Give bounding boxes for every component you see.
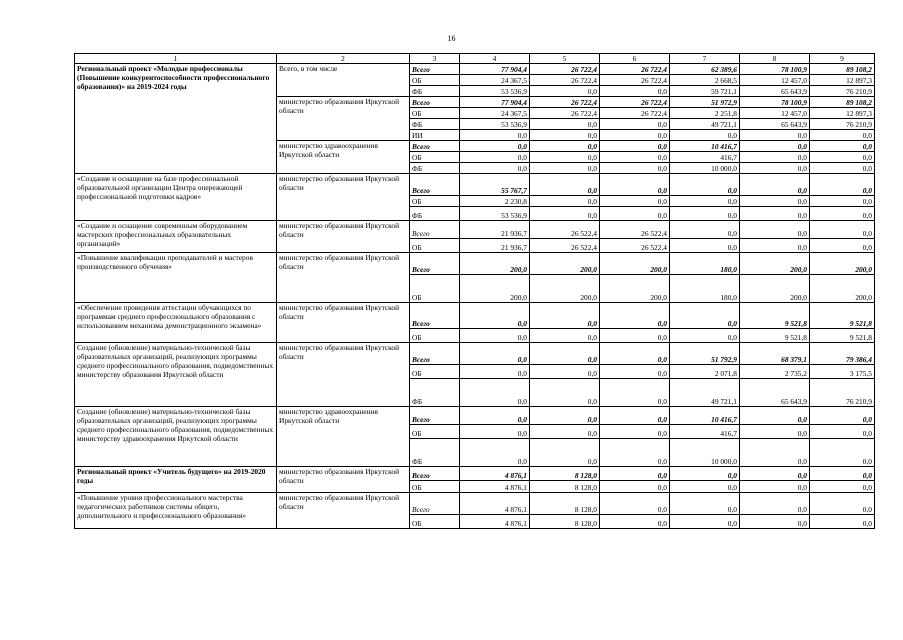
amount-cell: 0,0 xyxy=(740,174,810,196)
amount-cell: 26 722,4 xyxy=(530,97,600,108)
amount-cell: 0,0 xyxy=(670,303,740,329)
amount-cell: 2 251,8 xyxy=(670,108,740,119)
amount-cell: 59 721,1 xyxy=(670,86,740,97)
funding-source-cell: ФБ xyxy=(410,439,460,467)
funding-source-cell: ОБ xyxy=(410,75,460,86)
amount-cell: 0,0 xyxy=(600,174,670,196)
funding-source-cell: Всего xyxy=(410,467,460,481)
funding-source-cell: ОБ xyxy=(410,481,460,493)
amount-cell: 4 876,1 xyxy=(460,493,530,515)
amount-cell: 0,0 xyxy=(460,303,530,329)
amount-cell: 0,0 xyxy=(810,467,875,481)
amount-cell: 0,0 xyxy=(460,407,530,425)
amount-cell: 0,0 xyxy=(810,141,875,152)
amount-cell: 26 722,4 xyxy=(530,108,600,119)
amount-cell: 180,0 xyxy=(670,275,740,303)
amount-cell: 0,0 xyxy=(600,467,670,481)
executor-cell: министерство образования Иркутской области xyxy=(277,303,410,343)
amount-cell: 0,0 xyxy=(460,329,530,343)
amount-cell: 0,0 xyxy=(740,515,810,529)
table-row xyxy=(75,253,875,275)
amount-cell: 0,0 xyxy=(460,365,530,379)
amount-cell: 200,0 xyxy=(460,275,530,303)
amount-cell: 10 000,0 xyxy=(670,163,740,174)
amount-cell: 0,0 xyxy=(600,207,670,221)
amount-cell: 0,0 xyxy=(810,163,875,174)
amount-cell: 76 210,9 xyxy=(810,86,875,97)
amount-cell: 416,7 xyxy=(670,152,740,163)
funding-source-cell: ФБ xyxy=(410,379,460,407)
project-name-cell: Региональный проект «Молодые профессионалы (Повышение конкурентоспособности профессионального образования)» на 2019-2024 годы xyxy=(75,64,277,174)
amount-cell: 0,0 xyxy=(600,163,670,174)
amount-cell: 0,0 xyxy=(530,329,600,343)
amount-cell: 0,0 xyxy=(530,439,600,467)
amount-cell: 0,0 xyxy=(740,152,810,163)
table-body xyxy=(75,64,875,529)
table-row xyxy=(75,174,875,196)
amount-cell: 0,0 xyxy=(670,196,740,207)
amount-cell: 0,0 xyxy=(460,379,530,407)
amount-cell: 0,0 xyxy=(740,207,810,221)
amount-cell: 62 389,6 xyxy=(670,64,740,75)
amount-cell: 8 128,0 xyxy=(530,481,600,493)
table-row xyxy=(75,64,875,75)
amount-cell: 0,0 xyxy=(600,152,670,163)
column-number-cell: 1 xyxy=(75,54,277,64)
amount-cell: 0,0 xyxy=(670,329,740,343)
amount-cell: 4 876,1 xyxy=(460,515,530,529)
amount-cell: 0,0 xyxy=(530,379,600,407)
amount-cell: 0,0 xyxy=(530,425,600,439)
amount-cell: 0,0 xyxy=(530,119,600,130)
amount-cell: 0,0 xyxy=(600,379,670,407)
amount-cell: 0,0 xyxy=(460,163,530,174)
amount-cell: 0,0 xyxy=(810,407,875,425)
amount-cell: 3 175,5 xyxy=(810,365,875,379)
amount-cell: 89 108,2 xyxy=(810,64,875,75)
amount-cell: 26 722,4 xyxy=(600,64,670,75)
amount-cell: 2 735,2 xyxy=(740,365,810,379)
amount-cell: 51 792,9 xyxy=(670,343,740,365)
executor-cell: министерство образования Иркутской области xyxy=(277,343,410,407)
amount-cell: 0,0 xyxy=(460,439,530,467)
project-name-cell: «Обеспечение проведения аттестации обучающихся по программам среднего профессионального образования с использованием механизма демонстрационного экзамена» xyxy=(75,303,277,343)
amount-cell: 0,0 xyxy=(600,407,670,425)
funding-source-cell: ОБ xyxy=(410,329,460,343)
amount-cell: 12 457,0 xyxy=(740,108,810,119)
amount-cell: 49 721,1 xyxy=(670,119,740,130)
amount-cell: 0,0 xyxy=(530,196,600,207)
amount-cell: 9 521,8 xyxy=(810,329,875,343)
project-name-cell: Создание (обновление) материально-технической базы образовательных организаций, реализующих программы среднего профессионального образования, подведомственных министерству здравоохранения Иркутской области xyxy=(75,407,277,467)
amount-cell: 0,0 xyxy=(810,221,875,239)
amount-cell: 26 722,4 xyxy=(530,75,600,86)
amount-cell: 9 521,8 xyxy=(740,303,810,329)
project-name-cell: Создание (обновление) материально-технической базы образовательных организаций, реализующих программы среднего профессионального образования, подведомственных министерству образования Иркутской области xyxy=(75,343,277,407)
amount-cell: 10 416,7 xyxy=(670,141,740,152)
amount-cell: 8 128,0 xyxy=(530,493,600,515)
amount-cell: 55 767,7 xyxy=(460,174,530,196)
amount-cell: 0,0 xyxy=(600,365,670,379)
funding-source-cell: ФБ xyxy=(410,163,460,174)
amount-cell: 0,0 xyxy=(600,439,670,467)
funding-source-cell: Всего xyxy=(410,253,460,275)
amount-cell: 26 522,4 xyxy=(600,221,670,239)
funding-source-cell: ФБ xyxy=(410,119,460,130)
executor-cell: министерство образования Иркутской области xyxy=(277,493,410,529)
amount-cell: 65 643,9 xyxy=(740,119,810,130)
amount-cell: 200,0 xyxy=(600,275,670,303)
amount-cell: 0,0 xyxy=(740,130,810,141)
amount-cell: 24 367,5 xyxy=(460,75,530,86)
funding-source-cell: ОБ xyxy=(410,425,460,439)
amount-cell: 2 230,8 xyxy=(460,196,530,207)
amount-cell: 51 972,9 xyxy=(670,97,740,108)
amount-cell: 0,0 xyxy=(600,329,670,343)
amount-cell: 0,0 xyxy=(740,425,810,439)
amount-cell: 0,0 xyxy=(530,343,600,365)
amount-cell: 49 721,1 xyxy=(670,379,740,407)
amount-cell: 0,0 xyxy=(810,239,875,253)
column-number-cell: 2 xyxy=(277,54,410,64)
amount-cell: 0,0 xyxy=(460,152,530,163)
amount-cell: 200,0 xyxy=(740,253,810,275)
funding-source-cell: ОБ xyxy=(410,275,460,303)
executor-cell: министерство образования Иркутской области xyxy=(277,97,410,141)
amount-cell: 0,0 xyxy=(530,141,600,152)
amount-cell: 12 457,0 xyxy=(740,75,810,86)
amount-cell: 76 210,9 xyxy=(810,119,875,130)
amount-cell: 0,0 xyxy=(810,130,875,141)
amount-cell: 79 386,4 xyxy=(810,343,875,365)
amount-cell: 0,0 xyxy=(810,481,875,493)
amount-cell: 0,0 xyxy=(600,196,670,207)
amount-cell: 0,0 xyxy=(530,303,600,329)
amount-cell: 53 536,9 xyxy=(460,207,530,221)
amount-cell: 200,0 xyxy=(530,253,600,275)
amount-cell: 0,0 xyxy=(810,174,875,196)
amount-cell: 24 367,5 xyxy=(460,108,530,119)
amount-cell: 77 904,4 xyxy=(460,97,530,108)
amount-cell: 9 521,8 xyxy=(810,303,875,329)
amount-cell: 0,0 xyxy=(600,141,670,152)
executor-cell: министерство образования Иркутской области xyxy=(277,253,410,303)
amount-cell: 0,0 xyxy=(530,163,600,174)
amount-cell: 0,0 xyxy=(740,481,810,493)
amount-cell: 2 668,5 xyxy=(670,75,740,86)
amount-cell: 0,0 xyxy=(810,493,875,515)
amount-cell: 0,0 xyxy=(530,86,600,97)
table-row xyxy=(75,343,875,365)
funding-source-cell: ОБ xyxy=(410,515,460,529)
funding-source-cell: Всего xyxy=(410,141,460,152)
amount-cell: 0,0 xyxy=(460,343,530,365)
funding-source-cell: Всего xyxy=(410,407,460,425)
amount-cell: 0,0 xyxy=(740,467,810,481)
amount-cell: 200,0 xyxy=(810,253,875,275)
amount-cell: 78 100,9 xyxy=(740,64,810,75)
amount-cell: 200,0 xyxy=(530,275,600,303)
amount-cell: 26 722,4 xyxy=(600,108,670,119)
budget-table xyxy=(74,53,875,529)
amount-cell: 0,0 xyxy=(670,207,740,221)
amount-cell: 21 936,7 xyxy=(460,221,530,239)
amount-cell: 0,0 xyxy=(810,515,875,529)
project-name-cell: «Повышение уровня профессионального мастерства педагогических работников системы общего, дополнительного и профессионального образования» xyxy=(75,493,277,529)
funding-source-cell: ОБ xyxy=(410,239,460,253)
amount-cell: 0,0 xyxy=(740,196,810,207)
executor-cell: министерство образования Иркутской области xyxy=(277,221,410,253)
amount-cell: 26 522,4 xyxy=(530,239,600,253)
funding-source-cell: ОБ xyxy=(410,152,460,163)
amount-cell: 53 536,9 xyxy=(460,119,530,130)
amount-cell: 0,0 xyxy=(460,130,530,141)
amount-cell: 0,0 xyxy=(600,425,670,439)
amount-cell: 0,0 xyxy=(810,425,875,439)
funding-source-cell: Всего xyxy=(410,97,460,108)
amount-cell: 0,0 xyxy=(530,407,600,425)
funding-source-cell: ОБ xyxy=(410,108,460,119)
amount-cell: 12 897,3 xyxy=(810,108,875,119)
column-number-cell: 6 xyxy=(600,54,670,64)
executor-cell: Всего, в том числе xyxy=(277,64,410,97)
amount-cell: 10 416,7 xyxy=(670,407,740,425)
project-name-cell: Региональный проект «Учитель будущего» на 2019-2020 годы xyxy=(75,467,277,493)
amount-cell: 68 379,1 xyxy=(740,343,810,365)
amount-cell: 12 897,3 xyxy=(810,75,875,86)
table-row xyxy=(75,493,875,515)
amount-cell: 0,0 xyxy=(670,239,740,253)
amount-cell: 0,0 xyxy=(740,221,810,239)
funding-source-cell: Всего xyxy=(410,174,460,196)
column-number-row xyxy=(75,54,875,64)
amount-cell: 0,0 xyxy=(670,221,740,239)
amount-cell: 0,0 xyxy=(810,207,875,221)
table-row xyxy=(75,407,875,425)
amount-cell: 4 876,1 xyxy=(460,481,530,493)
amount-cell: 26 722,4 xyxy=(600,75,670,86)
amount-cell: 0,0 xyxy=(740,141,810,152)
table-row xyxy=(75,467,875,481)
column-number-cell: 4 xyxy=(460,54,530,64)
amount-cell: 0,0 xyxy=(740,493,810,515)
column-number-cell: 7 xyxy=(670,54,740,64)
amount-cell: 0,0 xyxy=(810,439,875,467)
amount-cell: 78 100,9 xyxy=(740,97,810,108)
executor-cell: министерство образования Иркутской области xyxy=(277,467,410,493)
amount-cell: 0,0 xyxy=(670,174,740,196)
amount-cell: 0,0 xyxy=(600,130,670,141)
amount-cell: 0,0 xyxy=(530,130,600,141)
funding-source-cell: ФБ xyxy=(410,207,460,221)
amount-cell: 9 521,8 xyxy=(740,329,810,343)
funding-source-cell: ОБ xyxy=(410,196,460,207)
amount-cell: 0,0 xyxy=(600,303,670,329)
amount-cell: 0,0 xyxy=(530,207,600,221)
project-name-cell: «Повышение квалификации преподавателей и мастеров производственного обучения» xyxy=(75,253,277,303)
amount-cell: 0,0 xyxy=(460,141,530,152)
amount-cell: 21 936,7 xyxy=(460,239,530,253)
amount-cell: 26 722,4 xyxy=(600,97,670,108)
project-name-cell: «Создание и оснащение современным оборудованием мастерских профессиональных образовательных организаций» xyxy=(75,221,277,253)
executor-cell: министерство образования Иркутской области xyxy=(277,174,410,221)
amount-cell: 180,0 xyxy=(670,253,740,275)
amount-cell: 0,0 xyxy=(740,407,810,425)
funding-source-cell: ИИ xyxy=(410,130,460,141)
amount-cell: 2 071,8 xyxy=(670,365,740,379)
amount-cell: 53 536,9 xyxy=(460,86,530,97)
amount-cell: 200,0 xyxy=(740,275,810,303)
amount-cell: 0,0 xyxy=(740,439,810,467)
amount-cell: 200,0 xyxy=(600,253,670,275)
amount-cell: 26 722,4 xyxy=(530,64,600,75)
amount-cell: 0,0 xyxy=(600,515,670,529)
amount-cell: 0,0 xyxy=(600,119,670,130)
amount-cell: 8 128,0 xyxy=(530,515,600,529)
executor-cell: министерство здравоохранения Иркутской области xyxy=(277,407,410,467)
amount-cell: 65 643,9 xyxy=(740,86,810,97)
amount-cell: 0,0 xyxy=(600,481,670,493)
table-row xyxy=(75,221,875,239)
amount-cell: 77 904,4 xyxy=(460,64,530,75)
amount-cell: 416,7 xyxy=(670,425,740,439)
amount-cell: 0,0 xyxy=(600,86,670,97)
amount-cell: 26 522,4 xyxy=(600,239,670,253)
executor-cell: министерство здравоохранения Иркутской области xyxy=(277,141,410,174)
funding-source-cell: Всего xyxy=(410,303,460,329)
amount-cell: 0,0 xyxy=(670,467,740,481)
funding-source-cell: ОБ xyxy=(410,365,460,379)
amount-cell: 65 643,9 xyxy=(740,379,810,407)
amount-cell: 0,0 xyxy=(670,481,740,493)
amount-cell: 4 876,1 xyxy=(460,467,530,481)
funding-source-cell: Всего xyxy=(410,221,460,239)
amount-cell: 8 128,0 xyxy=(530,467,600,481)
amount-cell: 0,0 xyxy=(670,515,740,529)
amount-cell: 0,0 xyxy=(600,493,670,515)
amount-cell: 0,0 xyxy=(670,493,740,515)
page-number: 16 xyxy=(447,34,456,43)
funding-source-cell: Всего xyxy=(410,493,460,515)
amount-cell: 0,0 xyxy=(810,152,875,163)
amount-cell: 0,0 xyxy=(600,343,670,365)
amount-cell: 0,0 xyxy=(740,163,810,174)
amount-cell: 200,0 xyxy=(460,253,530,275)
amount-cell: 76 210,9 xyxy=(810,379,875,407)
amount-cell: 0,0 xyxy=(530,152,600,163)
column-number-cell: 9 xyxy=(810,54,875,64)
project-name-cell: «Создание и оснащение на базе профессиональной образовательной организации Центра опережающей профессиональной подготовки кадров» xyxy=(75,174,277,221)
amount-cell: 0,0 xyxy=(460,425,530,439)
amount-cell: 0,0 xyxy=(740,239,810,253)
column-number-cell: 3 xyxy=(410,54,460,64)
amount-cell: 0,0 xyxy=(670,130,740,141)
amount-cell: 0,0 xyxy=(530,174,600,196)
column-number-cell: 8 xyxy=(740,54,810,64)
amount-cell: 0,0 xyxy=(530,365,600,379)
amount-cell: 89 108,2 xyxy=(810,97,875,108)
funding-source-cell: Всего xyxy=(410,64,460,75)
column-number-cell: 5 xyxy=(530,54,600,64)
funding-source-cell: Всего xyxy=(410,343,460,365)
amount-cell: 26 522,4 xyxy=(530,221,600,239)
funding-source-cell: ФБ xyxy=(410,86,460,97)
table-row xyxy=(75,303,875,329)
amount-cell: 10 000,0 xyxy=(670,439,740,467)
amount-cell: 0,0 xyxy=(810,196,875,207)
amount-cell: 200,0 xyxy=(810,275,875,303)
